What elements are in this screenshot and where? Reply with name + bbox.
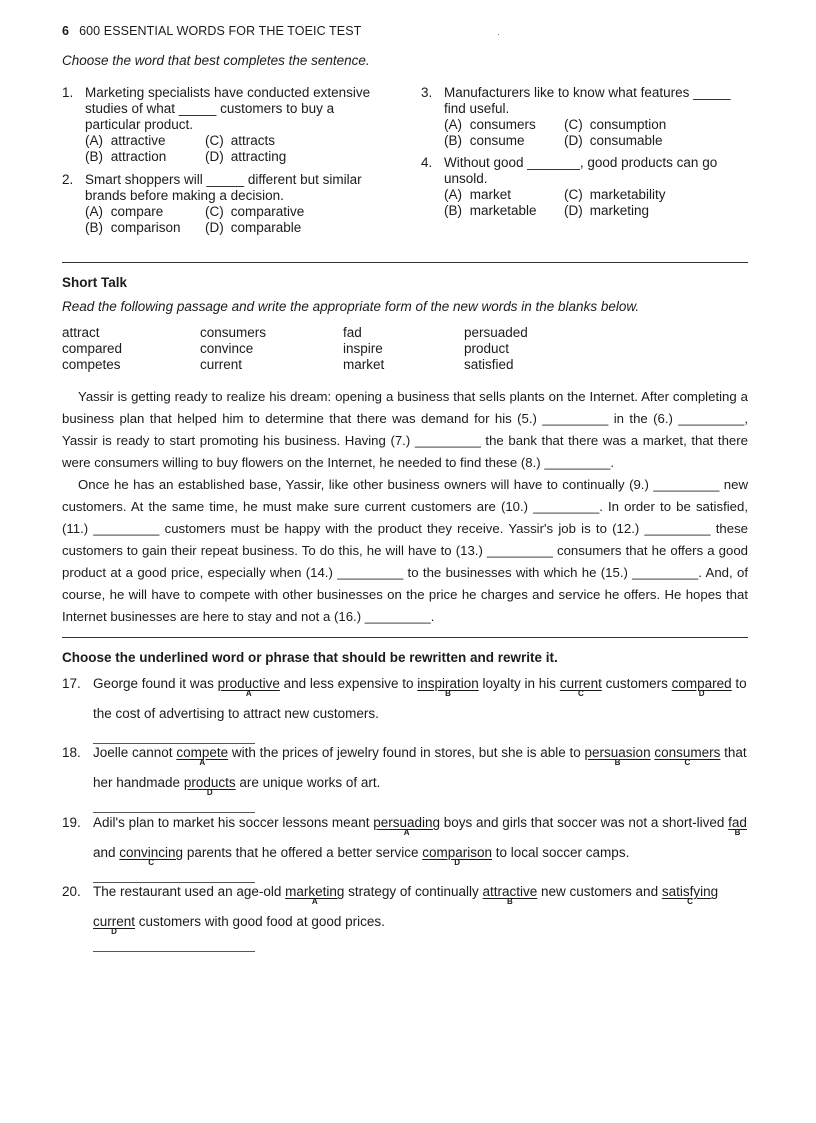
underlined-option-a[interactable]: persuading A <box>373 815 441 837</box>
answer-option[interactable] <box>444 187 564 203</box>
underlined-option-c[interactable]: satisfying C <box>661 884 719 906</box>
word-bank-item: compared <box>62 341 123 356</box>
underlined-option-a[interactable]: productive A <box>217 676 280 698</box>
text: strategy of continually <box>344 884 483 899</box>
option-text: market <box>466 187 512 202</box>
option-text: attraction <box>107 149 167 164</box>
option-text: consumption <box>586 117 667 132</box>
section1-instruction: Choose the word that best completes the sentence. <box>62 53 370 68</box>
underlined-option-b[interactable]: fad B <box>728 815 747 837</box>
question-number: 3. <box>421 85 433 100</box>
option-letter: (B) <box>444 203 462 218</box>
text: Joelle cannot <box>93 745 177 760</box>
word-bank-item: competes <box>62 357 121 372</box>
option-marker: A <box>199 758 206 767</box>
scan-speck <box>498 34 499 35</box>
text: loyalty in his <box>478 676 560 691</box>
stem-line: find useful. <box>444 101 510 116</box>
text: her handmade <box>93 775 184 790</box>
option-text: consumers <box>466 117 536 132</box>
underlined-option-c[interactable]: convincing C <box>119 845 184 867</box>
question-number: 4. <box>421 155 433 170</box>
underlined-option-d[interactable]: comparison D <box>422 845 493 867</box>
option-letter: (C) <box>564 187 583 202</box>
option-marker: D <box>111 927 117 936</box>
option-marker: A <box>403 828 410 837</box>
question-number: 17. <box>62 676 81 691</box>
option-marker: C <box>684 758 691 767</box>
sentence-line <box>93 814 752 837</box>
text: and <box>93 845 120 860</box>
text: George found it was <box>93 676 218 691</box>
stem-line: Without good _______, good products can go <box>444 155 718 170</box>
question-number: 19. <box>62 815 81 830</box>
stem-line: studies of what _____ customers to buy a <box>85 101 335 116</box>
stem-line: Marketing specialists have conducted extensive <box>85 85 371 100</box>
text: Adil's plan to market his soccer lessons meant <box>93 815 374 830</box>
answer-option[interactable] <box>85 149 205 165</box>
word-bank-item: inspire <box>343 341 383 356</box>
sentence-line: the cost of advertising to attract new customers. <box>93 706 379 721</box>
option-text: attracting <box>227 149 287 164</box>
question-19 <box>62 814 752 883</box>
passage-paragraph-2: Once he has an established base, Yassir, like other business owners will have to continually (9.) _________ new customers. At the same time, he must make sure current customers are (10.) _________. In order to be satisfied, (11.) _________ customers must be happy with the product they receive. Yassir's job is to (12.) _________ these customers to gain their repeat business. To do this, he will have to (13.) _________ consumers that he offers a good product at a good price, especially when (14.) _________ to the businesses with which he (15.) _________. And, of course, he will have to compete with other businesses on the price he charges and service he offers. He hopes that Internet businesses are here to stay and not a (16.) _________. <box>62 477 748 624</box>
text: with the prices of jewelry found in stores, but she is able to <box>228 745 585 760</box>
text: The restaurant used an age-old <box>93 884 286 899</box>
answer-option[interactable] <box>564 203 724 219</box>
option-text: consume <box>466 133 525 148</box>
underlined-option-b[interactable]: attractive B <box>482 884 538 906</box>
answer-options <box>444 187 731 219</box>
question-1 <box>62 85 372 165</box>
underlined-option-a[interactable]: marketing A <box>285 884 345 906</box>
answer-option[interactable] <box>85 133 205 149</box>
question-stem <box>444 85 731 117</box>
question-number: 1. <box>62 85 74 100</box>
short-talk-passage <box>62 386 748 628</box>
stem-line: brands before making a decision. <box>85 188 284 203</box>
answer-options <box>85 204 372 236</box>
sentence-line <box>93 913 752 936</box>
text: customers <box>601 676 672 691</box>
option-marker: D <box>206 788 213 797</box>
sentence-line <box>93 883 752 906</box>
option-marker: D <box>454 858 461 867</box>
option-marker: B <box>614 758 621 767</box>
page-number: 6 <box>62 24 70 38</box>
underlined-option-d[interactable]: products D <box>183 775 236 797</box>
option-letter: (A) <box>444 117 462 132</box>
answer-blank-line[interactable] <box>93 812 255 813</box>
option-marker: B <box>506 897 513 906</box>
option-text: compare <box>107 204 164 219</box>
question-2 <box>62 172 372 236</box>
question-stem <box>85 172 372 204</box>
text: are unique works of art. <box>235 775 381 790</box>
answer-options <box>444 117 731 149</box>
answer-option[interactable] <box>85 204 205 220</box>
underlined-option-c[interactable]: current C <box>559 676 602 698</box>
option-letter: (B) <box>85 220 103 235</box>
answer-option[interactable] <box>444 117 564 133</box>
option-letter: (D) <box>205 149 224 164</box>
text: boys and girls that soccer was not a short-lived <box>440 815 729 830</box>
short-talk-title: Short Talk <box>62 275 128 290</box>
stem-line: Smart shoppers will _____ different but similar <box>85 172 362 187</box>
underlined-option-b[interactable]: persuasion B <box>584 745 651 767</box>
option-letter: (A) <box>85 204 103 219</box>
underlined-option-b[interactable]: inspiration B <box>417 676 479 698</box>
question-3 <box>421 85 731 149</box>
option-text: attracts <box>227 133 276 148</box>
answer-option[interactable] <box>205 204 365 220</box>
option-marker: A <box>245 689 252 698</box>
text: to local soccer camps. <box>492 845 630 860</box>
answer-option[interactable] <box>205 220 365 236</box>
option-text: marketable <box>466 203 537 218</box>
sentence-line <box>93 844 752 867</box>
stem-line: Manufacturers like to know what features _____ <box>444 85 731 100</box>
question-number: 18. <box>62 745 81 760</box>
question-18 <box>62 744 752 813</box>
text: parents that he offered a better service <box>183 845 423 860</box>
text: new customers and <box>537 884 662 899</box>
answer-option[interactable] <box>444 133 564 149</box>
question-number: 20. <box>62 884 81 899</box>
section-divider <box>62 637 748 638</box>
short-talk-instruction: Read the following passage and write the appropriate form of the new words in the blanks below. <box>62 299 640 314</box>
sentence-line <box>93 675 752 698</box>
question-20 <box>62 883 752 952</box>
word-bank-item: persuaded <box>464 325 528 340</box>
option-marker: A <box>311 897 318 906</box>
question-stem <box>85 85 372 133</box>
option-marker: D <box>698 689 705 698</box>
option-letter: (B) <box>85 149 103 164</box>
option-letter: (A) <box>444 187 462 202</box>
option-marker: B <box>734 828 741 837</box>
underlined-option-a[interactable]: compete A <box>176 745 229 767</box>
word-bank-item: fad <box>343 325 362 340</box>
option-text: comparable <box>227 220 302 235</box>
error-correction-title: Choose the underlined word or phrase that should be rewritten and rewrite it. <box>62 650 558 665</box>
word-bank-item: attract <box>62 325 100 340</box>
text: and less expensive to <box>279 676 418 691</box>
option-text: marketability <box>586 187 666 202</box>
answer-option[interactable] <box>205 149 365 165</box>
option-marker: C <box>148 858 155 867</box>
passage-paragraph-1: Yassir is getting ready to realize his dream: opening a business that sells plants on the Internet. After completing a business plan that helped him to determine that there was demand for his (5.) _________ in the (6.) _________, Yassir is ready to start promoting his business. Having (7.) _________ the bank that there was a market, that there were consumers willing to buy flowers on the Internet, he needed to find these (8.) _________. <box>62 389 748 470</box>
stem-line: unsold. <box>444 171 488 186</box>
question-stem <box>444 155 731 187</box>
book-title: 600 ESSENTIAL WORDS FOR THE TOEIC TEST <box>79 24 362 38</box>
section-divider <box>62 262 748 263</box>
option-letter: (C) <box>564 117 583 132</box>
answer-options <box>85 133 372 165</box>
stem-line: particular product. <box>85 117 194 132</box>
option-marker: C <box>687 897 693 906</box>
word-bank-item: product <box>464 341 510 356</box>
option-marker: B <box>445 689 451 698</box>
option-letter: (D) <box>564 203 583 218</box>
underlined-option-d[interactable]: current D <box>93 914 136 936</box>
answer-option[interactable] <box>564 117 724 133</box>
text: to <box>731 676 747 691</box>
option-letter: (D) <box>205 220 224 235</box>
page-header <box>62 24 361 38</box>
question-4 <box>421 155 731 219</box>
option-marker: C <box>577 689 584 698</box>
answer-option[interactable] <box>85 220 205 236</box>
question-17 <box>62 675 752 744</box>
question-number: 2. <box>62 172 74 187</box>
answer-option[interactable] <box>564 133 724 149</box>
answer-option[interactable] <box>444 203 564 219</box>
option-letter: (C) <box>205 204 224 219</box>
answer-option[interactable] <box>205 133 365 149</box>
option-text: attractive <box>107 133 166 148</box>
word-bank <box>62 325 584 373</box>
word-bank-item: satisfied <box>464 357 514 372</box>
option-letter: (D) <box>564 133 583 148</box>
word-bank-item: convince <box>200 341 254 356</box>
option-text: marketing <box>586 203 650 218</box>
option-letter: (A) <box>85 133 103 148</box>
word-bank-item: current <box>200 357 243 372</box>
option-letter: (B) <box>444 133 462 148</box>
underlined-option-c[interactable]: consumers C <box>654 745 721 767</box>
sentence-line <box>93 774 752 797</box>
option-text: comparison <box>107 220 181 235</box>
underlined-option-d[interactable]: compared D <box>671 676 732 698</box>
word-bank-item: consumers <box>200 325 267 340</box>
sentence-line <box>93 744 752 767</box>
option-text: comparative <box>227 204 305 219</box>
word-bank-item: market <box>343 357 385 372</box>
option-text: consumable <box>586 133 663 148</box>
text: that <box>720 745 747 760</box>
text: customers with good food at good prices. <box>135 914 385 929</box>
option-letter: (C) <box>205 133 224 148</box>
answer-option[interactable] <box>564 187 724 203</box>
answer-blank-line[interactable] <box>93 951 255 952</box>
